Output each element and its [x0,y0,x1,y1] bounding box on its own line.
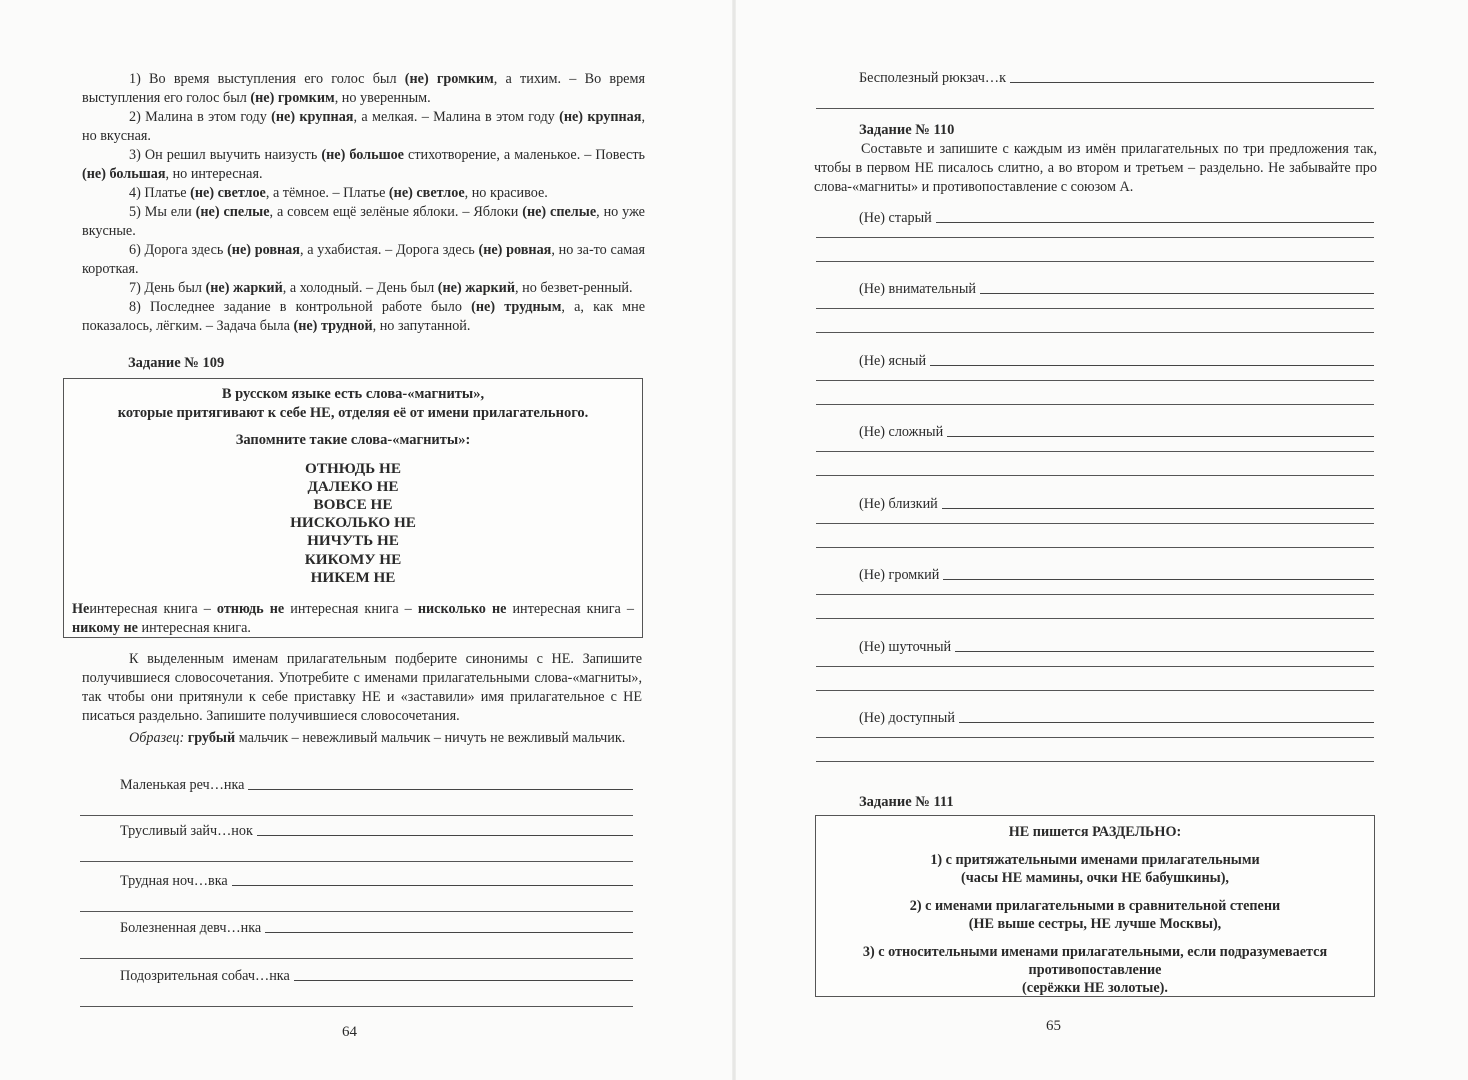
task-110-heading: Задание № 110 [859,122,955,138]
answer-row-label: (Не) старый [859,210,932,226]
bold-fragment: (не) громким [404,71,494,87]
bold-fragment: никому не [72,619,138,636]
answer-row [859,353,1374,370]
text-fragment: , но за-то самая короткая. [82,242,645,277]
rule-2-line-2: (НЕ выше сестры, НЕ лучше Москвы), [968,916,1222,932]
bold-fragment: (не) спелые [195,204,270,220]
answer-line[interactable] [80,861,633,862]
answer-line[interactable] [816,237,1374,238]
answer-line[interactable] [816,451,1374,452]
answer-blank[interactable] [930,364,1374,366]
answer-line[interactable] [816,523,1374,524]
magnet-word: НИСКОЛЬКО НЕ [290,514,416,532]
answer-blank[interactable] [257,834,633,836]
answer-row [859,424,1374,441]
answer-line[interactable] [816,737,1374,738]
answer-line[interactable] [816,261,1374,262]
answer-line[interactable] [816,547,1374,548]
box-intro-line-1: В русском языке есть слова-«магниты», [221,386,485,402]
answer-row [120,823,633,840]
box-example [72,600,634,638]
answer-line[interactable] [80,911,633,912]
example-sentence [82,184,645,203]
answer-row [859,210,1374,227]
text-fragment: , но вкусная. [82,109,645,144]
task-110-instruction: Составьте и запишите с каждым из имён прилагательных по три предложения так, чтобы в первом НЕ писалось слитно, а во втором и третьем – раздельно. Не забывайте про слова-«магниты» и противопоставление с союзом А. [814,141,1377,195]
bold-fragment: (не) трудной [293,318,373,334]
answer-row [120,777,633,794]
answer-row [859,496,1374,513]
rule-1-line-1: 1) с притяжательными именами прилагательными [930,852,1260,868]
text-fragment: , но уверенным. [334,90,431,106]
text-fragment: 8) Последнее задание в контрольной работе было [129,299,472,315]
answer-row [859,710,1374,727]
example-sentence [82,298,645,336]
task-109-instruction: К выделенным именам прилагательным подберите синонимы с НЕ. Запишите получившиеся словосочетания. Употребите с именами прилагательными слова-«магниты», так чтобы они притянули к себе приставку НЕ и «заставили» имя прилагательное с НЕ писаться раздельно. Запишите получившиеся словосочетания. [82,651,642,724]
text-fragment: , а, как мне показалось, лёгким. – Задача была [82,299,646,334]
answer-blank[interactable] [947,435,1374,437]
answer-blank[interactable] [265,931,633,933]
example-sentence [82,279,645,298]
bold-fragment: Не [72,600,90,617]
bold-fragment: (не) большая [82,166,166,182]
text-fragment: 3) Он решил выучить наизусть [129,147,322,163]
magnet-word: КИКОМУ НЕ [304,550,402,568]
answer-line[interactable] [80,1006,633,1007]
answer-line[interactable] [816,666,1374,667]
answer-line[interactable] [816,690,1374,691]
example-sentence [82,108,645,146]
text-fragment: , но уже вкусные. [82,204,645,239]
rules-title: НЕ пишется РАЗДЕЛЬНО: [1008,824,1182,840]
answer-row-label: Трудная ноч…вка [120,873,228,889]
text-fragment: , а ухабистая. – Дорога здесь [299,242,479,258]
text-fragment: интересная книга. [137,619,251,636]
bold-fragment: (не) крупная [271,109,354,125]
text-fragment: 1) Во время выступления его голос был [129,71,405,87]
answer-blank[interactable] [248,788,633,790]
task-109-heading: Задание № 109 [128,355,225,371]
text-fragment: , а тёмное. – Платье [265,185,389,201]
text-fragment: , но запутанной. [372,318,471,334]
answer-row-label: (Не) доступный [859,710,955,726]
answer-line[interactable] [816,475,1374,476]
answer-row-label: (Не) громкий [859,567,940,583]
answer-row [859,281,1374,298]
answer-blank[interactable] [943,578,1374,580]
answer-line[interactable] [816,380,1374,381]
bold-fragment: (не) жаркий [205,280,283,296]
example-sentence [82,241,645,279]
sample-rest: мальчик – невежливый мальчик – ничуть не вежливый мальчик. [235,730,626,746]
box-intro-line-2: которые притягивают к себе НЕ, отделяя её от имени прилагательного. [117,404,589,421]
answer-line[interactable] [816,308,1374,309]
answer-line[interactable] [80,815,633,816]
rule-3-line-1: 3) с относительными именами прилагательными, если подразумевается [862,944,1328,960]
answer-row [859,567,1374,584]
carry-item-row [859,70,1374,87]
text-fragment: , но красивое. [464,185,548,201]
text-fragment: интересная книга – [284,600,418,617]
task-109-sample [82,729,642,748]
answer-row-label: (Не) близкий [859,496,938,512]
examples-list [82,70,645,336]
text-fragment: 5) Мы ели [129,204,196,220]
text-fragment: интересная книга – [506,600,634,617]
answer-line[interactable] [816,404,1374,405]
box-remember: Запомните такие слова-«магниты»: [235,432,471,448]
answer-line[interactable] [816,108,1374,109]
answer-row [120,920,633,937]
answer-blank[interactable] [980,292,1374,294]
bold-fragment: (не) светлое [388,185,465,201]
answer-row [120,873,633,890]
answer-row-label: (Не) шуточный [859,639,952,655]
text-fragment: интересная книга – [89,600,217,617]
answer-row [859,639,1374,656]
bold-fragment: (не) громким [250,90,335,106]
magnet-word: ВОВСЕ НЕ [313,495,393,513]
answer-row-label: Трусливый зайч…нок [120,823,253,839]
bold-fragment: отнюдь не [216,600,285,617]
bold-fragment: (не) большое [321,147,404,163]
magnet-words-list [72,460,634,587]
bold-fragment: (не) жаркий [437,280,516,296]
answer-line[interactable] [816,618,1374,619]
text-fragment: 4) Платье [129,185,191,201]
bold-fragment: (не) спелые [522,204,597,220]
text-fragment: 2) Малина в этом году [129,109,272,125]
answer-row-label: (Не) сложный [859,424,944,440]
carry-item-label: Бесполезный рюкзач…к [859,70,1006,86]
bold-fragment: (не) ровная [227,242,300,258]
example-sentence [82,70,645,108]
bold-fragment: (не) крупная [559,109,642,125]
answer-line[interactable] [816,761,1374,762]
rule-3-line-3: (серёжки НЕ золотые). [1022,980,1168,996]
answer-blank[interactable] [1010,81,1374,83]
page-number-65: 65 [1046,1018,1061,1034]
answer-blank[interactable] [942,507,1374,509]
text-fragment: , но интересная. [165,166,263,182]
answer-row-label: Болезненная девч…нка [120,920,262,936]
answer-row [120,968,633,985]
example-sentence [82,203,645,241]
separate-writing-rules-box [815,815,1375,997]
answer-blank[interactable] [294,979,633,981]
text-fragment: 6) Дорога здесь [129,242,228,258]
answer-row-label: Подозрительная собач…нка [120,968,290,984]
rule-3-line-2: противопоставление [1028,962,1162,978]
answer-row-label: (Не) ясный [859,353,927,369]
magnet-word: НИКЕМ НЕ [310,568,396,586]
text-fragment: , а мелкая. – Малина в этом году [353,109,560,125]
task-111-heading: Задание № 111 [859,794,954,810]
answer-line[interactable] [816,594,1374,595]
answer-blank[interactable] [232,884,633,886]
bold-fragment: нисколько не [417,600,507,617]
answer-line[interactable] [80,958,633,959]
text-fragment: , а холодный. – День был [282,280,438,296]
answer-line[interactable] [816,332,1374,333]
text-fragment: стихотворение, а маленькое. – Повесть [403,147,645,163]
answer-row-label: (Не) внимательный [859,281,976,297]
bold-fragment: (не) трудным [471,299,562,315]
answer-blank[interactable] [936,221,1374,223]
text-fragment: 7) День был [129,280,206,296]
example-sentence [82,146,645,184]
bold-fragment: (не) ровная [478,242,552,258]
rule-2-line-1: 2) с именами прилагательными в сравнительной степени [909,898,1281,914]
bold-fragment: (не) светлое [190,185,266,201]
magnet-word: ОТНЮДЬ НЕ [305,459,401,477]
text-fragment: , а совсем ещё зелёные яблоки. – Яблоки [269,204,523,220]
answer-row-label: Маленькая реч…нка [120,777,245,793]
page-65 [734,0,1468,1080]
sample-label: Образец: [129,730,185,746]
rule-1-line-2: (часы НЕ мамины, очки НЕ бабушкины), [961,870,1229,886]
answer-blank[interactable] [955,650,1374,652]
text-fragment: , а тихим. – Во время выступления его голос был [82,71,645,106]
text-fragment: , но безвет-ренный. [515,280,633,296]
magnet-words-box [63,378,643,638]
magnet-word: НИЧУТЬ НЕ [307,532,399,550]
sample-bold-word: грубый [187,730,236,746]
answer-blank[interactable] [959,721,1374,723]
page-number-64: 64 [342,1024,357,1040]
magnet-word: ДАЛЕКО НЕ [307,477,399,495]
